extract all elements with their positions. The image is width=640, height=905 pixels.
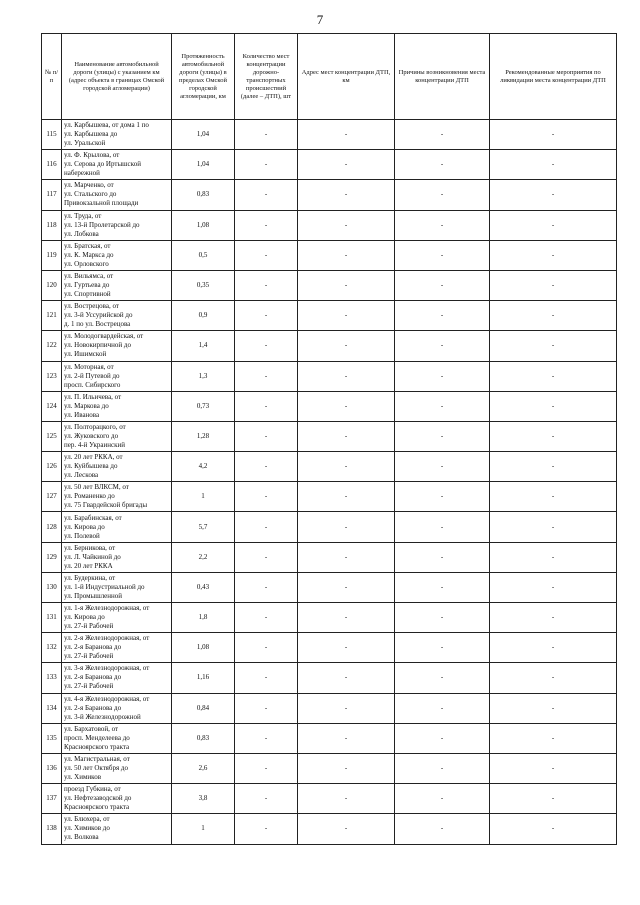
table-row (42, 814, 617, 844)
road-length: 1,08 (172, 633, 235, 663)
dtp-causes: - (395, 572, 490, 602)
dtp-recommendations: - (490, 331, 617, 361)
road-name (62, 331, 172, 361)
road-length: 0,73 (172, 391, 235, 421)
road-name-line: ул. Лескова (64, 471, 99, 480)
road-name-line: ул. Химиков (64, 773, 102, 782)
dtp-count: - (235, 784, 298, 814)
dtp-count: - (235, 421, 298, 451)
road-name-line: ул. 75 Гвардейской бригады (64, 501, 148, 510)
dtp-causes: - (395, 150, 490, 180)
road-name-line: ул. Магистральная, от (64, 755, 130, 764)
row-number: 127 (42, 482, 62, 512)
row-number: 128 (42, 512, 62, 542)
dtp-count: - (235, 180, 298, 210)
dtp-count: - (235, 210, 298, 240)
road-name-line: ул. Ф. Крылова, от (64, 151, 120, 160)
dtp-address: - (298, 482, 395, 512)
dtp-recommendations: - (490, 663, 617, 693)
dtp-causes: - (395, 814, 490, 844)
road-name (62, 693, 172, 723)
dtp-causes: - (395, 723, 490, 753)
road-length: 1,8 (172, 603, 235, 633)
dtp-recommendations: - (490, 633, 617, 663)
road-name (62, 452, 172, 482)
row-number: 121 (42, 301, 62, 331)
road-name-line: ул. 3-я Железнодорожная, от (64, 664, 150, 673)
road-name-line: ул. Уральской (64, 139, 106, 148)
road-name (62, 723, 172, 753)
road-name-line: ул. Бархатовой, от (64, 724, 119, 733)
dtp-count: - (235, 693, 298, 723)
road-length: 1 (172, 482, 235, 512)
dtp-count: - (235, 482, 298, 512)
dtp-recommendations: - (490, 572, 617, 602)
road-name-line: ул. Блюхера, от (64, 815, 110, 824)
dtp-recommendations: - (490, 693, 617, 723)
dtp-address: - (298, 270, 395, 300)
dtp-recommendations: - (490, 150, 617, 180)
road-length: 0,35 (172, 270, 235, 300)
row-number: 125 (42, 421, 62, 451)
row-number: 117 (42, 180, 62, 210)
dtp-recommendations: - (490, 180, 617, 210)
row-number: 131 (42, 603, 62, 633)
table-row (42, 723, 617, 753)
road-name (62, 240, 172, 270)
dtp-recommendations: - (490, 361, 617, 391)
row-number: 120 (42, 270, 62, 300)
dtp-address: - (298, 361, 395, 391)
road-length: 0,84 (172, 693, 235, 723)
row-number: 135 (42, 723, 62, 753)
road-name-line: проезд Губкина, от (64, 785, 121, 794)
dtp-count: - (235, 301, 298, 331)
dtp-count: - (235, 240, 298, 270)
road-name (62, 572, 172, 602)
road-name-line: ул. К. Маркса до (64, 250, 114, 259)
dtp-recommendations: - (490, 723, 617, 753)
dtp-count: - (235, 270, 298, 300)
road-name-line: набережной (64, 169, 100, 178)
dtp-recommendations: - (490, 452, 617, 482)
header-road: Наименование автомобильной дороги (улицы) с указанием км (адрес объекта в границах Омской городской агломерации) (62, 34, 172, 120)
road-name-line: ул. 13-й Пролетарской до (64, 220, 140, 229)
table-row (42, 301, 617, 331)
road-name-line: ул. Молодогвардейская, от (64, 332, 144, 341)
table-row (42, 603, 617, 633)
dtp-address: - (298, 723, 395, 753)
table-row (42, 240, 617, 270)
table-row (42, 572, 617, 602)
dtp-causes: - (395, 240, 490, 270)
road-name-line: ул. Гуртьева до (64, 281, 110, 290)
dtp-address: - (298, 572, 395, 602)
road-name-line: ул. Ишимской (64, 350, 107, 359)
dtp-count: - (235, 572, 298, 602)
road-name-line: просп. Сибирского (64, 380, 121, 389)
dtp-causes: - (395, 180, 490, 210)
road-name-line: д. 1 по ул. Вострецова (64, 320, 131, 329)
table-row (42, 512, 617, 542)
road-name-line: ул. Карбышева, от дома 1 по (64, 121, 149, 130)
dtp-count: - (235, 633, 298, 663)
road-length: 0,5 (172, 240, 235, 270)
dtp-address: - (298, 452, 395, 482)
road-name-line: ул. 2-я Баранова до (64, 643, 122, 652)
table-header-row (42, 34, 617, 120)
dtp-recommendations: - (490, 814, 617, 844)
table-row (42, 784, 617, 814)
dtp-address: - (298, 814, 395, 844)
road-table (41, 33, 617, 845)
dtp-causes: - (395, 210, 490, 240)
dtp-recommendations: - (490, 120, 617, 150)
road-name-line: ул. Романенко до (64, 492, 115, 501)
dtp-causes: - (395, 452, 490, 482)
road-name (62, 814, 172, 844)
dtp-causes: - (395, 693, 490, 723)
road-name-line: Красноярского тракта (64, 742, 130, 751)
dtp-recommendations: - (490, 512, 617, 542)
dtp-count: - (235, 361, 298, 391)
dtp-count: - (235, 723, 298, 753)
dtp-count: - (235, 603, 298, 633)
road-name (62, 784, 172, 814)
road-name-line: ул. 27-й Рабочей (64, 682, 114, 691)
dtp-address: - (298, 633, 395, 663)
table-row (42, 421, 617, 451)
road-name-line: ул. Полевой (64, 531, 100, 540)
road-name-line: ул. Полторацкого, от (64, 422, 126, 431)
dtp-address: - (298, 120, 395, 150)
table-row (42, 180, 617, 210)
dtp-count: - (235, 663, 298, 693)
dtp-address: - (298, 331, 395, 361)
dtp-address: - (298, 512, 395, 542)
road-length: 1,04 (172, 150, 235, 180)
road-name-line: Привокзальной площади (64, 199, 139, 208)
dtp-count: - (235, 331, 298, 361)
table-row (42, 753, 617, 783)
table-row (42, 331, 617, 361)
row-number: 132 (42, 633, 62, 663)
road-name-line: ул. Л. Чайкиной до (64, 552, 121, 561)
road-name-line: ул. Новокирпичной до (64, 341, 131, 350)
road-name-line: ул. Братская, от (64, 241, 111, 250)
dtp-recommendations: - (490, 784, 617, 814)
road-length: 0,43 (172, 572, 235, 602)
road-name (62, 180, 172, 210)
table-row (42, 150, 617, 180)
road-name-line: ул. Будеркина, от (64, 573, 116, 582)
dtp-address: - (298, 693, 395, 723)
road-name-line: ул. Орловского (64, 259, 109, 268)
road-name-line: ул. Спортивной (64, 290, 111, 299)
dtp-recommendations: - (490, 210, 617, 240)
road-name-line: просп. Менделеева до (64, 733, 130, 742)
row-number: 115 (42, 120, 62, 150)
road-name-line: ул. Иванова (64, 410, 100, 419)
road-name (62, 361, 172, 391)
road-name-line: ул. Труда, от (64, 211, 102, 220)
road-name (62, 120, 172, 150)
dtp-address: - (298, 784, 395, 814)
road-name (62, 391, 172, 421)
dtp-address: - (298, 180, 395, 210)
header-count: Количество мест концентрации дорожно-транспортных происшествий (далее – ДТП), шт (235, 34, 298, 120)
road-name (62, 210, 172, 240)
road-name-line: ул. Кирова до (64, 613, 105, 622)
dtp-address: - (298, 391, 395, 421)
dtp-count: - (235, 814, 298, 844)
dtp-address: - (298, 301, 395, 331)
header-length: Протяженность автомобильной дороги (улицы) в пределах Омской городской агломерации, км (172, 34, 235, 120)
road-name-line: ул. Вильямса, от (64, 272, 114, 281)
road-name-line: ул. Вострецова, от (64, 302, 119, 311)
road-name-line: ул. Промышленной (64, 591, 122, 600)
table-row (42, 210, 617, 240)
table-row (42, 270, 617, 300)
dtp-count: - (235, 753, 298, 783)
road-name-line: ул. 2-я Баранова до (64, 673, 122, 682)
road-name-line: ул. Серова до Иртышской (64, 160, 141, 169)
road-length: 5,7 (172, 512, 235, 542)
road-name-line: ул. 2-й Путевой до (64, 371, 120, 380)
road-name (62, 542, 172, 572)
dtp-recommendations: - (490, 542, 617, 572)
dtp-causes: - (395, 270, 490, 300)
road-name-line: ул. 27-й Рабочей (64, 622, 114, 631)
road-name-line: ул. Нефтезаводской до (64, 794, 132, 803)
table-row (42, 120, 617, 150)
road-name-line: ул. Лобкова (64, 229, 99, 238)
road-length: 0,83 (172, 723, 235, 753)
road-length: 1,04 (172, 120, 235, 150)
header-recommendations: Рекомендованные мероприятия по ликвидации места концентрации ДТП (490, 34, 617, 120)
row-number: 133 (42, 663, 62, 693)
dtp-recommendations: - (490, 603, 617, 633)
dtp-count: - (235, 512, 298, 542)
road-name-line: ул. 3-й Уссурийской до (64, 311, 133, 320)
road-length: 2,2 (172, 542, 235, 572)
dtp-address: - (298, 421, 395, 451)
road-length: 0,9 (172, 301, 235, 331)
road-name (62, 512, 172, 542)
row-number: 118 (42, 210, 62, 240)
road-name-line: ул. 50 лет Октября до (64, 764, 128, 773)
table-row (42, 663, 617, 693)
row-number: 123 (42, 361, 62, 391)
dtp-causes: - (395, 301, 490, 331)
dtp-causes: - (395, 120, 490, 150)
dtp-address: - (298, 542, 395, 572)
table-row (42, 693, 617, 723)
header-num: № п/п (42, 34, 62, 120)
dtp-causes: - (395, 482, 490, 512)
dtp-recommendations: - (490, 482, 617, 512)
road-name-line: ул. 1-й Индустриальной до (64, 582, 145, 591)
road-name-line: ул. Кирова до (64, 522, 105, 531)
road-length: 4,2 (172, 452, 235, 482)
table-body (42, 120, 617, 845)
table-row (42, 542, 617, 572)
dtp-count: - (235, 452, 298, 482)
dtp-causes: - (395, 784, 490, 814)
road-name-line: ул. Волкова (64, 833, 99, 842)
road-name-line: ул. 27-й Рабочей (64, 652, 114, 661)
road-name-line: ул. Берникова, от (64, 543, 116, 552)
dtp-causes: - (395, 391, 490, 421)
road-name-line: ул. 50 лет ВЛКСМ, от (64, 483, 129, 492)
row-number: 124 (42, 391, 62, 421)
road-name (62, 150, 172, 180)
dtp-causes: - (395, 663, 490, 693)
dtp-recommendations: - (490, 301, 617, 331)
dtp-causes: - (395, 421, 490, 451)
road-name-line: ул. Стальского до (64, 190, 117, 199)
road-name (62, 663, 172, 693)
road-length: 1 (172, 814, 235, 844)
road-name (62, 482, 172, 512)
road-name-line: ул. П. Ильичева, от (64, 392, 122, 401)
road-length: 1,3 (172, 361, 235, 391)
row-number: 130 (42, 572, 62, 602)
table-row (42, 482, 617, 512)
dtp-count: - (235, 120, 298, 150)
road-length: 3,8 (172, 784, 235, 814)
road-name (62, 633, 172, 663)
road-name-line: ул. Моторная, от (64, 362, 114, 371)
road-length: 0,83 (172, 180, 235, 210)
dtp-causes: - (395, 753, 490, 783)
page-number: 7 (316, 12, 324, 27)
table-row (42, 633, 617, 663)
road-name (62, 270, 172, 300)
dtp-causes: - (395, 633, 490, 663)
row-number: 138 (42, 814, 62, 844)
road-name (62, 421, 172, 451)
row-number: 122 (42, 331, 62, 361)
dtp-count: - (235, 542, 298, 572)
dtp-recommendations: - (490, 391, 617, 421)
dtp-recommendations: - (490, 240, 617, 270)
dtp-causes: - (395, 542, 490, 572)
dtp-count: - (235, 391, 298, 421)
road-name-line: ул. Куйбышева до (64, 462, 118, 471)
row-number: 136 (42, 753, 62, 783)
road-name-line: ул. Маркова до (64, 401, 109, 410)
row-number: 116 (42, 150, 62, 180)
dtp-causes: - (395, 361, 490, 391)
table-row (42, 452, 617, 482)
row-number: 134 (42, 693, 62, 723)
road-name-line: ул. Карбышева до (64, 130, 118, 139)
road-name-line: ул. 3-й Железнодорожной (64, 712, 141, 721)
road-name (62, 603, 172, 633)
dtp-recommendations: - (490, 421, 617, 451)
road-name-line: пер. 4-й Украинский (64, 440, 126, 449)
road-name-line: ул. 20 лет РККА (64, 561, 113, 570)
row-number: 129 (42, 542, 62, 572)
row-number: 119 (42, 240, 62, 270)
dtp-causes: - (395, 331, 490, 361)
road-name (62, 301, 172, 331)
road-name-line: ул. Жуковского до (64, 431, 119, 440)
road-name (62, 753, 172, 783)
road-length: 1,4 (172, 331, 235, 361)
road-name-line: ул. 2-я Баранова до (64, 703, 122, 712)
road-length: 2,6 (172, 753, 235, 783)
row-number: 137 (42, 784, 62, 814)
road-name-line: ул. Химиков до (64, 824, 110, 833)
dtp-address: - (298, 753, 395, 783)
dtp-address: - (298, 240, 395, 270)
row-number: 126 (42, 452, 62, 482)
header-address: Адрес мест концентрации ДТП, км (298, 34, 395, 120)
dtp-count: - (235, 150, 298, 180)
dtp-recommendations: - (490, 753, 617, 783)
road-name-line: ул. 2-я Железнодорожная, от (64, 634, 150, 643)
road-name-line: ул. 1-я Железнодорожная, от (64, 604, 150, 613)
road-name-line: ул. Марченко, от (64, 181, 114, 190)
road-length: 1,08 (172, 210, 235, 240)
dtp-address: - (298, 150, 395, 180)
road-name-line: ул. Барабинская, от (64, 513, 122, 522)
dtp-causes: - (395, 512, 490, 542)
road-length: 1,16 (172, 663, 235, 693)
dtp-address: - (298, 210, 395, 240)
dtp-recommendations: - (490, 270, 617, 300)
table-row (42, 391, 617, 421)
road-name-line: ул. 20 лет РККА, от (64, 453, 123, 462)
dtp-address: - (298, 603, 395, 633)
table-row (42, 361, 617, 391)
road-length: 1,28 (172, 421, 235, 451)
dtp-address: - (298, 663, 395, 693)
header-causes: Причины возникновения места концентрации ДТП (395, 34, 490, 120)
dtp-causes: - (395, 603, 490, 633)
road-name-line: Красноярского тракта (64, 803, 130, 812)
road-name-line: ул. 4-я Железнодорожная, от (64, 694, 150, 703)
